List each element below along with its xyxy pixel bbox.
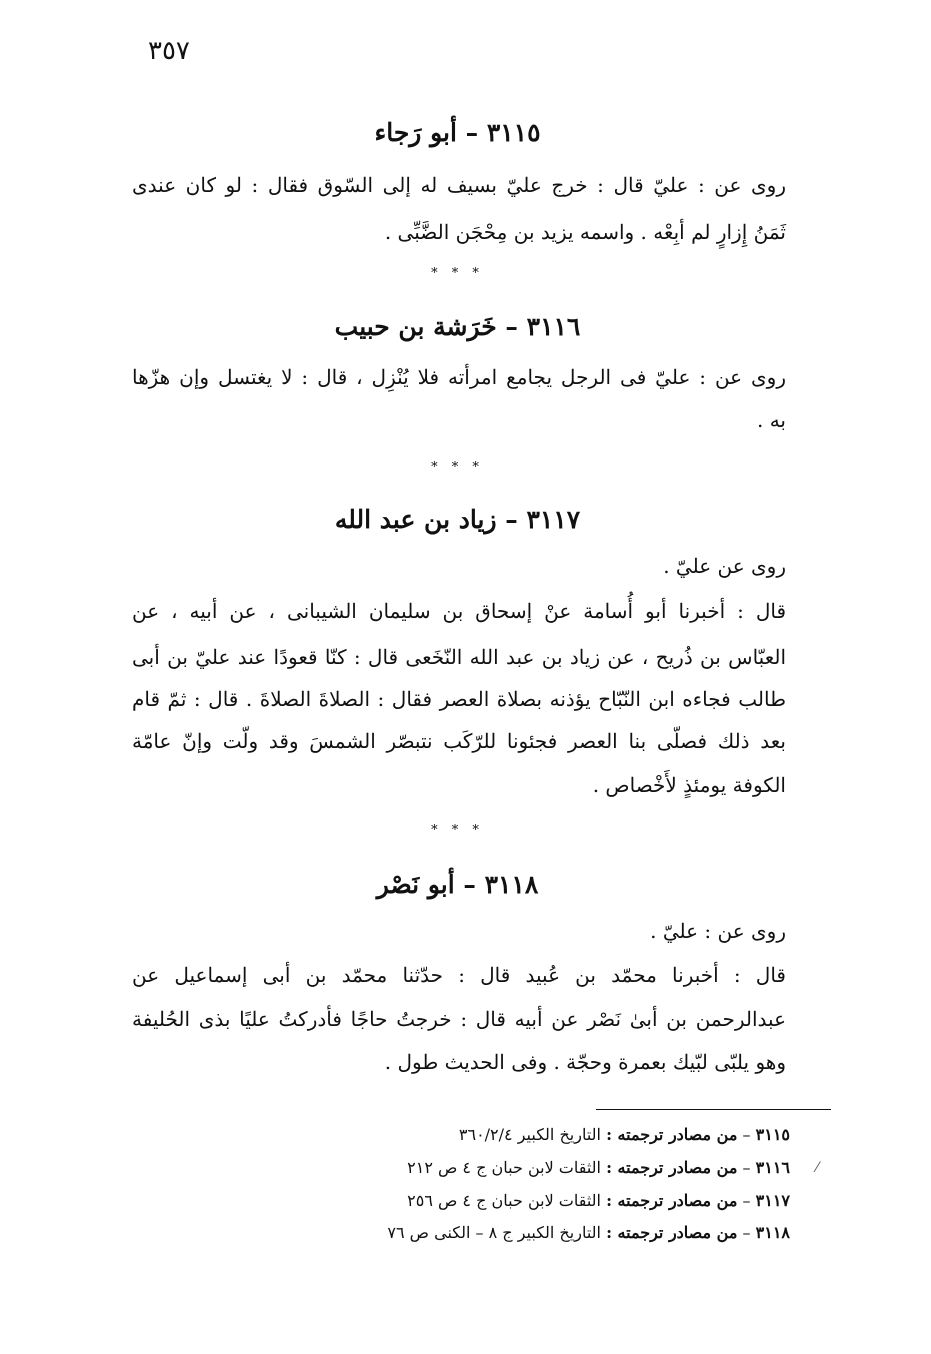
section-separator: * * * (431, 823, 484, 838)
footnote-source: التاريخ الكبير ٣٦٠/٢/٤ (458, 1125, 601, 1144)
entry-text-line: العبّاس بن ذُريح ، عن زياد بن عبد الله النّخَعى قال : كنّا قعودًا عند عليّ بن أبى (132, 645, 786, 669)
entry-text-line: طالب فجاءه ابن النّبّاح يؤذنه بصلاة العصر فقال : الصلاةَ الصلاةَ . قال : ثمّ قام (132, 687, 786, 711)
footnote-label: من مصادر ترجمته : (606, 1223, 738, 1242)
footnote-label: من مصادر ترجمته : (606, 1125, 738, 1144)
footnote-source: الثقات لابن حبان ج ٤ ص ٢١٢ (407, 1158, 601, 1177)
section-separator: * * * (431, 460, 484, 475)
footnote-number: ٣١١٧ (755, 1191, 790, 1210)
entry-text-line: عبدالرحمن بن أبىٰ نَصْر عن أبيه قال : خرجتُ حاجًا فأدركتُ عليًا بذى الحُليفة (132, 1007, 786, 1031)
entry-text-line: قال : أخبرنا أبو أُسامة عنْ إسحاق بن سليمان الشيبانى ، عن أبيه ، عن (132, 599, 786, 623)
footnote: ٣١١٦ – من مصادر ترجمته : الثقات لابن حبان ج ٤ ص ٢١٢ (407, 1158, 790, 1177)
entry-heading: ٣١١٥ – أبو رَجاء (374, 118, 541, 147)
footnote-source: التاريخ الكبير ج ٨ – الكنى ص ٧٦ (387, 1223, 601, 1242)
entry-heading: ٣١١٧ – زياد بن عبد الله (334, 505, 581, 534)
section-separator: * * * (431, 266, 484, 281)
entry-text-line: روى عن : عليّ فى الرجل يجامع امرأته فلا يُنْزِل ، قال : لا يغتسل وإن هزّها (132, 365, 786, 389)
footnote-label: من مصادر ترجمته : (606, 1191, 738, 1210)
entry-text-line: ثَمَنُ إِزارٍ لم أبِعْه . واسمه يزيد بن مِحْجَن الضَّبِّى . (384, 220, 786, 244)
footnote-source: الثقات لابن حبان ج ٤ ص ٢٥٦ (407, 1191, 601, 1210)
entry-text-line: بعد ذلك فصلّى بنا العصر فجئونا للرّكَب نتبصّر الشمسَ وقد ولّت وإنّ عامّة (132, 729, 786, 753)
footnote-label: من مصادر ترجمته : (606, 1158, 738, 1177)
footnote: ٣١١٨ – من مصادر ترجمته : التاريخ الكبير ج ٨ – الكنى ص ٧٦ (387, 1223, 790, 1242)
entry-text-line: الكوفة يومئذٍ لأَخْصاص . (592, 773, 786, 797)
footnote-number: ٣١١٨ (755, 1223, 790, 1242)
margin-mark: ⁄ (816, 1160, 819, 1176)
footnote: ٣١١٥ – من مصادر ترجمته : التاريخ الكبير ٣٦٠/٢/٤ (458, 1125, 790, 1144)
entry-heading: ٣١١٨ – أبو نَصْر (376, 870, 539, 899)
footnote-rule (596, 1109, 831, 1110)
entry-text-line: وهو يلبّى لبّيك بعمرة وحجّة . وفى الحديث طول . (384, 1050, 786, 1074)
page-number: ٣٥٧ (148, 36, 190, 66)
entry-text-line: روى عن : عليّ قال : خرج عليّ بسيف له إلى السّوق فقال : لو كان عندى (132, 173, 786, 197)
entry-heading: ٣١١٦ – خَرَشة بن حبيب (334, 312, 581, 341)
entry-text-line: روى عن عليّ . (663, 554, 786, 578)
entry-text-line: قال : أخبرنا محمّد بن عُبيد قال : حدّثنا محمّد بن أبى إسماعيل عن (132, 963, 786, 987)
entry-text-line: روى عن : عليّ . (650, 919, 786, 943)
footnote-number: ٣١١٥ (755, 1125, 790, 1144)
footnote: ٣١١٧ – من مصادر ترجمته : الثقات لابن حبان ج ٤ ص ٢٥٦ (407, 1191, 790, 1210)
footnote-number: ٣١١٦ (755, 1158, 790, 1177)
entry-text-line: به . (756, 408, 786, 432)
